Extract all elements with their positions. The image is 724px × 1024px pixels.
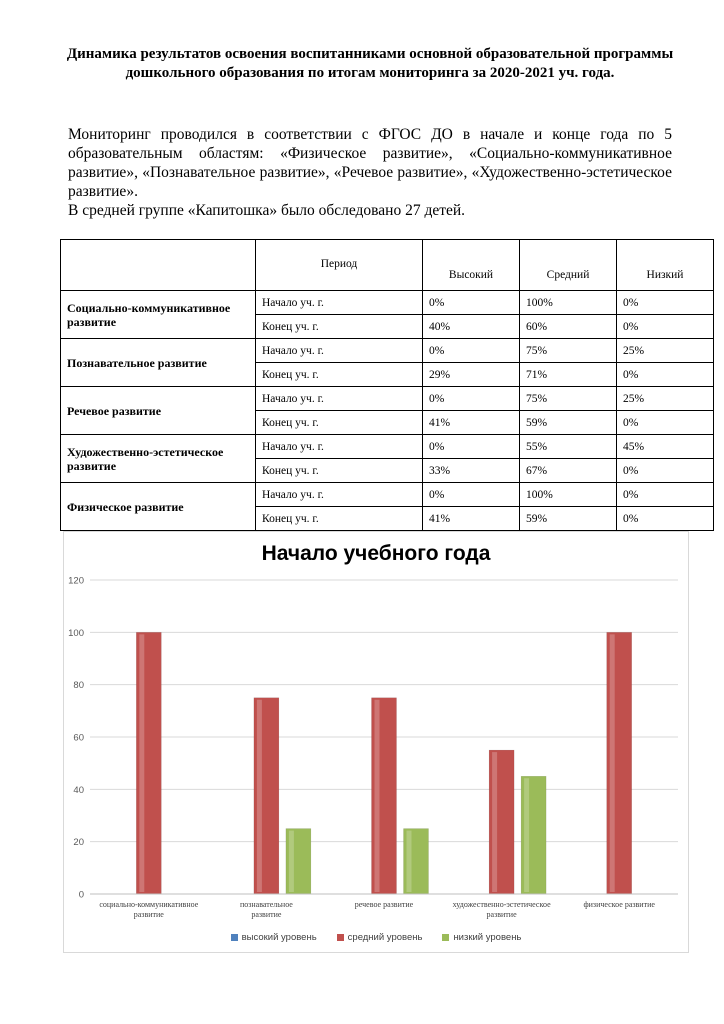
- low-value-cell: 45%: [617, 435, 714, 459]
- x-tick-label: познавательное развитие: [239, 900, 293, 919]
- legend-item: [337, 932, 423, 943]
- y-tick-label: 60: [73, 732, 84, 744]
- period-cell: Конец уч. г.: [256, 507, 423, 531]
- medium-value-cell: 59%: [520, 411, 617, 435]
- results-table-container: [60, 239, 714, 531]
- intro-text: [68, 125, 672, 220]
- legend-item: [231, 932, 317, 943]
- table-row: [61, 339, 714, 363]
- area-name-cell: Физическое развитие: [61, 483, 256, 531]
- table-row: [61, 291, 714, 315]
- x-tick-label: речевое развитие: [354, 900, 414, 909]
- low-value-cell: 25%: [617, 339, 714, 363]
- area-name-cell: Социально-коммуникативное развитие: [61, 291, 256, 339]
- table-row: [61, 387, 714, 411]
- bar-highlight: [407, 831, 412, 892]
- medium-value-cell: 75%: [520, 339, 617, 363]
- low-value-cell: 0%: [617, 483, 714, 507]
- bar-chart: [64, 532, 688, 952]
- high-value-cell: 41%: [423, 507, 520, 531]
- medium-value-cell: 71%: [520, 363, 617, 387]
- period-cell: Конец уч. г.: [256, 363, 423, 387]
- results-table: [60, 239, 714, 531]
- bar-highlight: [492, 752, 497, 892]
- low-value-cell: 0%: [617, 507, 714, 531]
- intro-group-info: В средней группе «Капитошка» было обследовано 27 детей.: [68, 202, 466, 219]
- y-tick-label: 80: [73, 680, 84, 692]
- y-tick-label: 120: [68, 575, 84, 587]
- low-value-cell: 0%: [617, 411, 714, 435]
- high-value-cell: 0%: [423, 291, 520, 315]
- period-cell: Начало уч. г.: [256, 435, 423, 459]
- bar-highlight: [524, 778, 529, 892]
- period-cell: Начало уч. г.: [256, 291, 423, 315]
- high-value-cell: 0%: [423, 435, 520, 459]
- high-value-cell: 0%: [423, 483, 520, 507]
- intro-paragraph: Мониторинг проводился в соответствии с ФГОС ДО в начале и конце года по 5 образовательным областям: «Физическое развитие», «Социально-коммуникативное развитие», «Познавательное развитие», «Речевое развитие», «Художественно-эстетическое развитие».: [68, 126, 672, 200]
- medium-value-cell: 100%: [520, 483, 617, 507]
- x-tick-label: художественно-эстетическое развитие: [452, 900, 551, 919]
- table-row: [61, 483, 714, 507]
- y-tick-label: 100: [68, 627, 84, 639]
- legend-swatch: [337, 934, 344, 941]
- y-tick-label: 0: [78, 889, 84, 901]
- bar-highlight: [375, 700, 380, 892]
- chart-container: [63, 531, 689, 953]
- document-title: Динамика результатов освоения воспитанниками основной образовательной программы дошкольного образования по итогам мониторинга за 2020-2021 уч. года.: [66, 46, 674, 81]
- legend-label: средний уровень: [347, 932, 423, 943]
- legend-label: низкий уровень: [453, 932, 522, 943]
- header-high: Высокий: [423, 240, 520, 291]
- header-period: Период: [256, 240, 423, 291]
- period-cell: Конец уч. г.: [256, 411, 423, 435]
- area-name-cell: Художественно-эстетическое развитие: [61, 435, 256, 483]
- legend-swatch: [231, 934, 238, 941]
- medium-value-cell: 55%: [520, 435, 617, 459]
- y-tick-label: 40: [73, 784, 84, 796]
- table-row: [61, 435, 714, 459]
- period-cell: Начало уч. г.: [256, 339, 423, 363]
- low-value-cell: 0%: [617, 291, 714, 315]
- header-empty-cell: [61, 240, 256, 291]
- high-value-cell: 0%: [423, 387, 520, 411]
- medium-value-cell: 100%: [520, 291, 617, 315]
- x-tick-label: социально-коммуникативное развитие: [99, 900, 199, 919]
- chart-legend: [64, 932, 688, 943]
- table-header-row: [61, 240, 714, 291]
- period-cell: Начало уч. г.: [256, 387, 423, 411]
- medium-value-cell: 60%: [520, 315, 617, 339]
- high-value-cell: 0%: [423, 339, 520, 363]
- legend-swatch: [442, 934, 449, 941]
- chart-title: Начало учебного года: [261, 542, 491, 565]
- high-value-cell: 40%: [423, 315, 520, 339]
- low-value-cell: 0%: [617, 363, 714, 387]
- header-medium: Средний: [520, 240, 617, 291]
- high-value-cell: 29%: [423, 363, 520, 387]
- low-value-cell: 0%: [617, 459, 714, 483]
- period-cell: Начало уч. г.: [256, 483, 423, 507]
- area-name-cell: Речевое развитие: [61, 387, 256, 435]
- low-value-cell: 0%: [617, 315, 714, 339]
- high-value-cell: 41%: [423, 411, 520, 435]
- medium-value-cell: 75%: [520, 387, 617, 411]
- bar-highlight: [257, 700, 262, 892]
- period-cell: Конец уч. г.: [256, 315, 423, 339]
- medium-value-cell: 59%: [520, 507, 617, 531]
- bar-highlight: [289, 831, 294, 892]
- header-low: Низкий: [617, 240, 714, 291]
- x-tick-label: физическое развитие: [583, 900, 655, 909]
- high-value-cell: 33%: [423, 459, 520, 483]
- period-cell: Конец уч. г.: [256, 459, 423, 483]
- medium-value-cell: 67%: [520, 459, 617, 483]
- bar-highlight: [610, 634, 615, 892]
- bar-highlight: [139, 634, 144, 892]
- y-tick-label: 20: [73, 837, 84, 849]
- area-name-cell: Познавательное развитие: [61, 339, 256, 387]
- low-value-cell: 25%: [617, 387, 714, 411]
- legend-item: [442, 932, 521, 943]
- legend-label: высокий уровень: [241, 932, 317, 943]
